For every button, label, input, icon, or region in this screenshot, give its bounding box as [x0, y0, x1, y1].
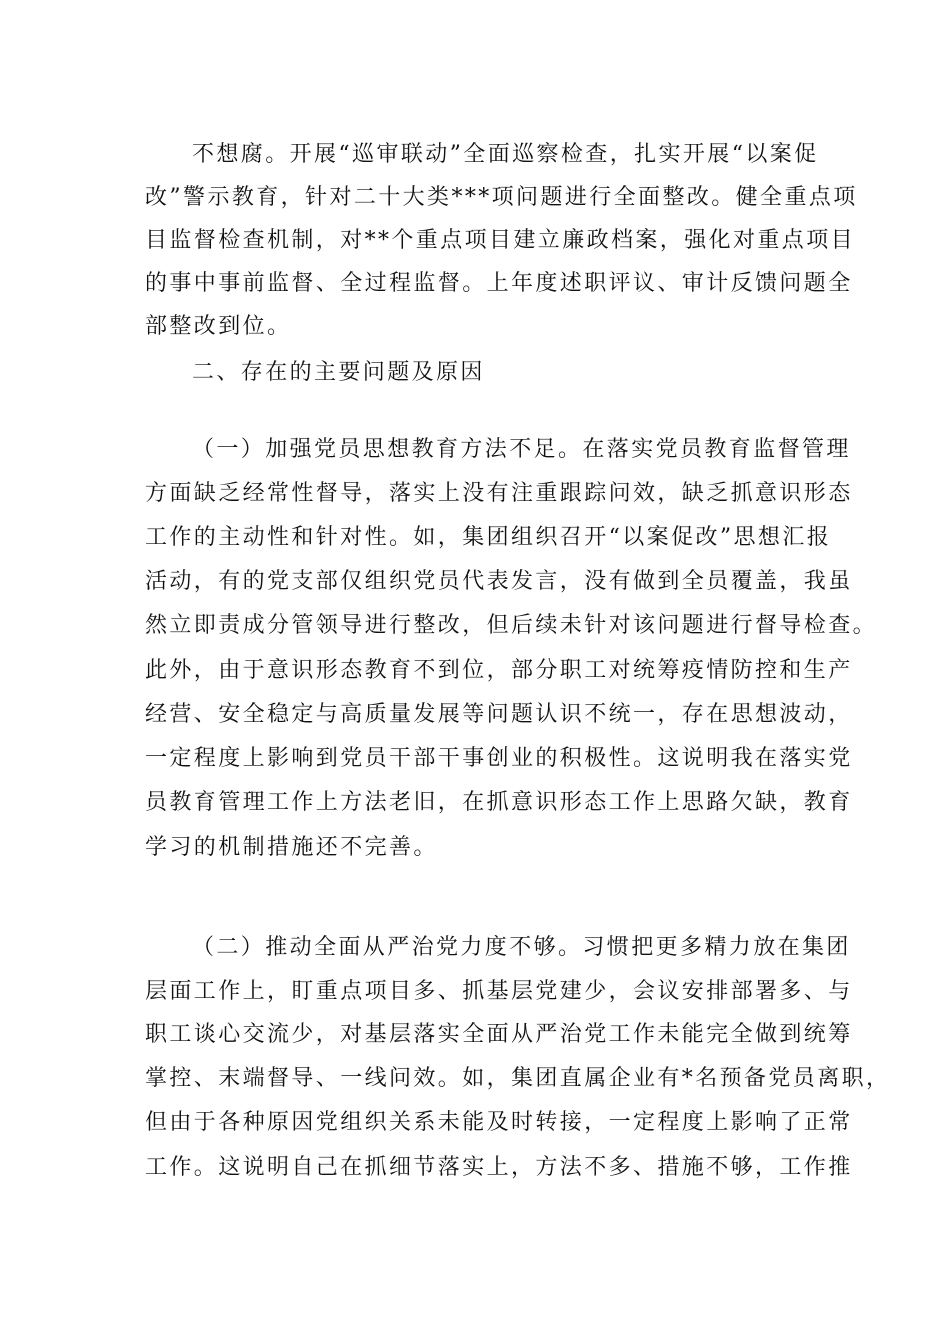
text-line: 一定程度上影响到党员干部干事创业的积极性。这说明我在落实党 — [145, 746, 853, 771]
section-heading: 二、存在的主要问题及原因 — [192, 360, 485, 385]
text-line: 员教育管理工作上方法老旧，在抓意识形态工作上思路欠缺，教育 — [145, 790, 853, 815]
text-line: 目监督检查机制，对**个重点项目建立廉政档案，强化对重点项目 — [145, 228, 856, 253]
text-line: （二）推动全面从严治党力度不够。习惯把更多精力放在集团 — [192, 935, 851, 960]
text-line: 层面工作上，盯重点项目多、抓基层党建少，会议安排部署多、与 — [145, 979, 853, 1004]
text-line: 职工谈心交流少，对基层落实全面从严治党工作未能完全做到统筹 — [145, 1022, 853, 1047]
text-line: 方面缺乏经常性督导，落实上没有注重跟踪问效，缺乏抓意识形态 — [145, 481, 853, 506]
text-line: 此外，由于意识形态教育不到位，部分职工对统筹疫情防控和生产 — [145, 658, 853, 683]
text-line: 活动，有的党支部仅组织党员代表发言，没有做到全员覆盖，我虽 — [145, 569, 853, 594]
text-line: 经营、安全稳定与高质量发展等问题认识不统一，存在思想波动， — [145, 702, 853, 727]
text-line: 然立即责成分管领导进行整改，但后续未针对该问题进行督导检查。 — [145, 613, 878, 638]
text-line: （一）加强党员思想教育方法不足。在落实党员教育监督管理 — [192, 437, 851, 462]
text-line: 部整改到位。 — [145, 314, 292, 339]
text-line: 学习的机制措施还不完善。 — [145, 835, 438, 860]
text-line: 但由于各种原因党组织关系未能及时转接，一定程度上影响了正常 — [145, 1110, 853, 1135]
text-line: 工作的主动性和针对性。如，集团组织召开“以案促改”思想汇报 — [145, 525, 832, 550]
text-line: 的事中事前监督、全过程监督。上年度述职评议、审计反馈问题全 — [145, 271, 853, 296]
text-line: 不想腐。开展“巡审联动”全面巡察检查，扎实开展“以案促 — [192, 142, 819, 167]
text-line: 掌控、末端督导、一线问效。如，集团直属企业有*名预备党员离职， — [145, 1066, 891, 1091]
text-line: 工作。这说明自己在抓细节落实上，方法不多、措施不够，工作推 — [145, 1155, 853, 1180]
text-line: 改”警示教育，针对二十大类***项问题进行全面整改。健全重点项 — [145, 185, 858, 210]
